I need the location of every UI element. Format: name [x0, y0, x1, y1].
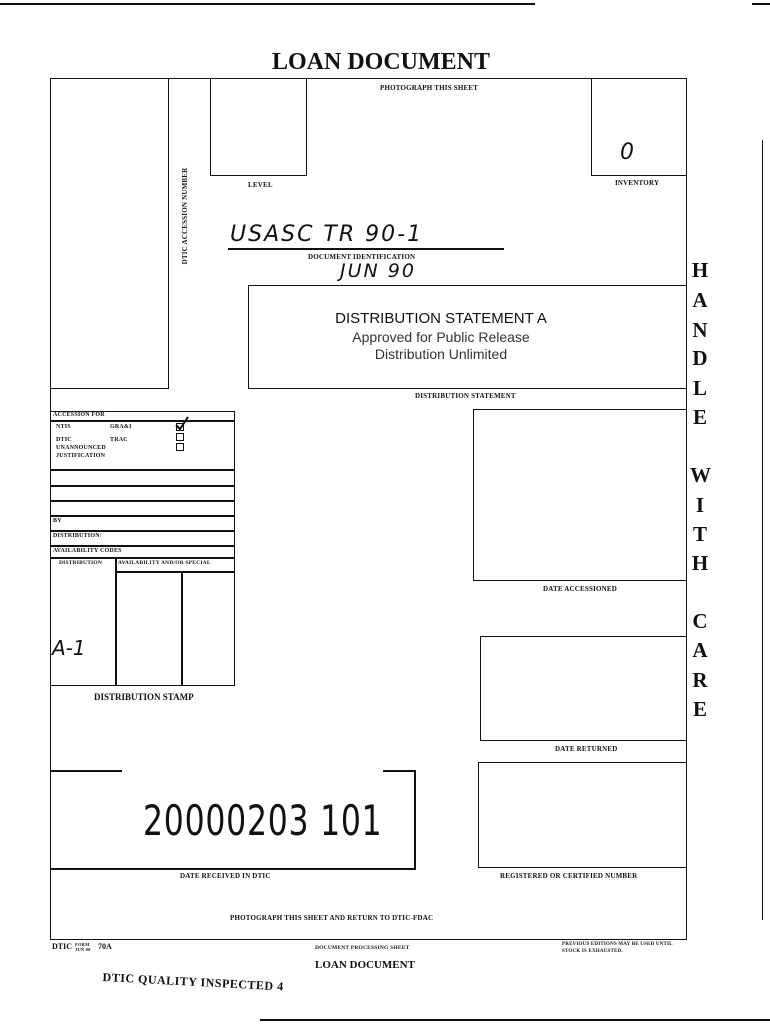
form-number: 70A: [98, 942, 112, 951]
distribution-slash-label: DISTRIBUTION/: [53, 533, 102, 539]
inventory-value: 0: [620, 140, 634, 165]
distribution-statement-label: DISTRIBUTION STATEMENT: [415, 392, 516, 400]
care-letter: E: [692, 697, 707, 721]
handle-letter: D: [692, 346, 708, 370]
handle-letter: N: [692, 318, 708, 342]
accession-col-rule-2: [181, 571, 183, 686]
unannounced-checkbox[interactable]: [176, 443, 184, 451]
form-small: FORM JUN 90: [75, 942, 91, 952]
accession-row-rule-6: [50, 545, 235, 547]
top-right-rule: [752, 3, 770, 5]
with-letter: W: [690, 463, 711, 487]
accession-row-rule-7: [50, 557, 235, 559]
checkmark-icon: [172, 414, 192, 434]
handwritten-a1: A-1: [52, 636, 86, 660]
registered-number-box: [478, 762, 687, 868]
care-letter: C: [692, 609, 708, 633]
handle-letter: L: [692, 376, 707, 400]
grami-label: GRA&I: [110, 424, 132, 430]
accession-row-rule-2: [50, 485, 235, 487]
handle-letter: H: [691, 258, 709, 282]
accession-row-rule-4: [50, 515, 235, 517]
distribution-line-3: Distribution Unlimited: [374, 346, 508, 362]
level-box: [210, 78, 307, 176]
by-label: BY: [53, 518, 62, 524]
accession-row-rule-3: [50, 500, 235, 502]
level-label: LEVEL: [248, 181, 273, 189]
with-letter: T: [692, 522, 707, 546]
ntis-label: NTIS: [56, 424, 71, 430]
care-letter: R: [692, 668, 708, 692]
col-distribution-label: DISTRIBUTION: [59, 560, 103, 566]
trac-label: TRAC: [110, 437, 128, 443]
date-received-top-right-rule: [383, 770, 415, 772]
page-title: LOAN DOCUMENT: [272, 49, 491, 75]
registered-number-label: REGISTERED OR CERTIFIED NUMBER: [500, 872, 638, 880]
stock-exhausted-note: STOCK IS EXHAUSTED.: [562, 949, 623, 954]
distribution-line-2: Approved for Public Release: [352, 329, 530, 345]
with-letter: H: [691, 551, 709, 575]
date-accessioned-box: [473, 409, 687, 581]
photograph-sheet-label: PHOTOGRAPH THIS SHEET: [380, 84, 479, 92]
date-received-bottom-rule: [50, 868, 415, 870]
accession-number-box: [50, 78, 169, 389]
stamp-number: 20000203 101: [143, 796, 383, 845]
distribution-line-1: DISTRIBUTION STATEMENT A: [335, 310, 547, 327]
inventory-label: INVENTORY: [615, 179, 660, 187]
return-instructions: PHOTOGRAPH THIS SHEET AND RETURN TO DTIC-FDAC: [230, 914, 434, 922]
previous-editions-note: PREVIOUS EDITIONS MAY BE USED UNTIL: [562, 942, 673, 947]
justification-label: JUSTIFICATION: [56, 453, 106, 459]
accession-number-label: DTIC ACCESSION NUMBER: [181, 167, 189, 265]
date-accessioned-label: DATE ACCESSIONED: [543, 585, 618, 593]
bottom-page-rule: [260, 1019, 770, 1021]
date-returned-box: [480, 636, 687, 741]
top-page-rule: [0, 3, 535, 5]
distribution-stamp-label: DISTRIBUTION STAMP: [94, 692, 194, 702]
handle-letter: E: [692, 405, 707, 429]
date-returned-label: DATE RETURNED: [555, 745, 618, 753]
dtic-label: DTIC: [56, 437, 72, 443]
document-id-date: JUN 90: [340, 260, 416, 282]
inventory-box: [591, 78, 687, 176]
accession-for-label: ACCESSION FOR: [53, 412, 105, 418]
accession-row-rule-1: [50, 469, 235, 471]
handle-letter: A: [692, 288, 708, 312]
document-id-label: DOCUMENT IDENTIFICATION: [308, 253, 416, 261]
accession-row-rule-8: [115, 571, 235, 573]
accession-row-rule-5: [50, 530, 235, 532]
care-letter: A: [692, 638, 708, 662]
document-id-line: [228, 248, 504, 250]
unannounced-label: UNANNOUNCED: [56, 445, 106, 451]
with-letter: I: [695, 493, 705, 517]
accession-col-rule-1: [115, 557, 117, 686]
footer-loan-document: LOAN DOCUMENT: [315, 959, 415, 971]
accession-table-header-rule: [50, 420, 235, 422]
dtic-checkbox[interactable]: [176, 433, 184, 441]
date-received-label: DATE RECEIVED IN DTIC: [180, 872, 271, 880]
form-id: DTIC: [52, 942, 73, 951]
processing-sheet-label: DOCUMENT PROCESSING SHEET: [315, 945, 410, 951]
document-id-value: USASC TR 90-1: [230, 222, 424, 247]
availability-codes-label: AVAILABILITY CODES: [53, 548, 122, 554]
date-received-right-rule: [414, 770, 416, 870]
date-received-top-left-rule: [50, 770, 122, 772]
right-scan-edge: [762, 140, 763, 920]
quality-inspected-stamp: DTIC QUALITY INSPECTED 4: [102, 970, 285, 994]
col-availability-label: AVAILABILITY AND/OR SPECIAL: [118, 560, 211, 566]
